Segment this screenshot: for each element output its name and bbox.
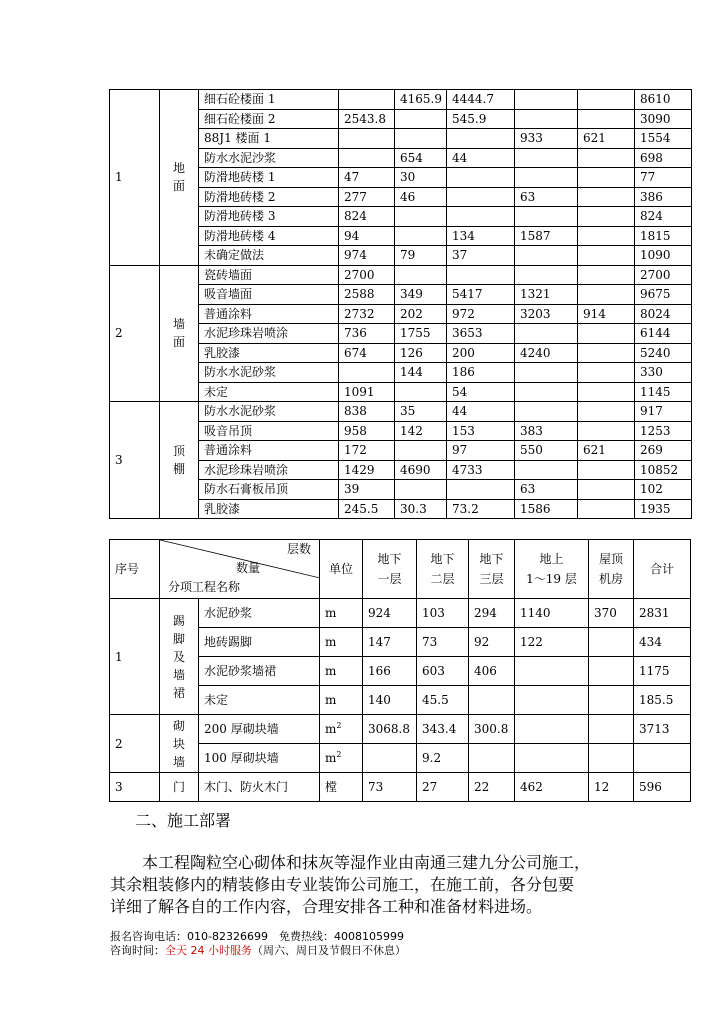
material-quantity-table-2: [109, 539, 691, 802]
quantity-cell: [578, 324, 635, 344]
quantity-cell: 1587: [515, 226, 578, 246]
quantity-cell: 35: [395, 402, 447, 422]
quantity-cell: 917: [635, 402, 692, 422]
quantity-cell: [515, 168, 578, 188]
table2-header-row: [110, 540, 691, 599]
quantity-cell: 1253: [635, 421, 692, 441]
unit-cell: m: [320, 657, 363, 686]
item-name: 普通涂料: [199, 304, 339, 324]
quantity-cell: 79: [395, 246, 447, 266]
quantity-cell: 933: [515, 129, 578, 149]
quantity-cell: 5417: [447, 285, 515, 305]
quantity-cell: 73.2: [447, 499, 515, 519]
item-name: 细石砼楼面 2: [199, 109, 339, 129]
quantity-cell: 2543.8: [339, 109, 395, 129]
material-quantity-table-1: [109, 89, 692, 519]
quantity-cell: 45.5: [417, 686, 469, 715]
quantity-cell: [515, 460, 578, 480]
quantity-cell: 185.5: [634, 686, 691, 715]
group-number: 1: [110, 90, 160, 266]
quantity-cell: [515, 715, 589, 744]
table-row: [110, 773, 691, 802]
group-number: 3: [110, 402, 160, 519]
quantity-cell: 1429: [339, 460, 395, 480]
category-label: 砌块墙: [173, 718, 186, 769]
quantity-cell: [515, 686, 589, 715]
group-number: 3: [110, 773, 160, 802]
unit-superscript: 2: [336, 750, 342, 759]
quantity-cell: 736: [339, 324, 395, 344]
quantity-cell: 47: [339, 168, 395, 188]
quantity-cell: 1815: [635, 226, 692, 246]
quantity-cell: [578, 246, 635, 266]
quantity-cell: 39: [339, 480, 395, 500]
quantity-cell: 73: [363, 773, 417, 802]
quantity-cell: 294: [469, 599, 515, 628]
quantity-cell: 924: [363, 599, 417, 628]
item-name: 防水水泥沙浆: [199, 148, 339, 168]
quantity-cell: 97: [447, 441, 515, 461]
unit-cell: m: [320, 686, 363, 715]
header-b1: 地下 一层: [363, 540, 417, 599]
quantity-cell: 44: [447, 148, 515, 168]
quantity-cell: 186: [447, 363, 515, 383]
quantity-cell: 122: [515, 628, 589, 657]
quantity-cell: 277: [339, 187, 395, 207]
paragraph-line: 本工程陶粒空心砌体和抹灰等湿作业由南通三建九分公司施工，: [142, 853, 591, 872]
quantity-cell: 102: [635, 480, 692, 500]
quantity-cell: [578, 421, 635, 441]
quantity-cell: 92: [469, 628, 515, 657]
quantity-cell: [469, 686, 515, 715]
quantity-cell: [589, 628, 634, 657]
group-category: [160, 773, 199, 802]
quantity-cell: [589, 686, 634, 715]
quantity-cell: 44: [447, 402, 515, 422]
quantity-cell: 596: [634, 773, 691, 802]
quantity-cell: 153: [447, 421, 515, 441]
quantity-cell: 1321: [515, 285, 578, 305]
quantity-cell: [515, 402, 578, 422]
quantity-cell: 172: [339, 441, 395, 461]
quantity-cell: [578, 90, 635, 110]
quantity-cell: 4444.7: [447, 90, 515, 110]
quantity-cell: 94: [339, 226, 395, 246]
quantity-cell: 698: [635, 148, 692, 168]
table-row: [110, 402, 692, 422]
quantity-cell: [578, 480, 635, 500]
quantity-cell: [515, 246, 578, 266]
quantity-cell: 1755: [395, 324, 447, 344]
item-name: 防水水泥砂浆: [199, 402, 339, 422]
quantity-cell: 140: [363, 686, 417, 715]
unit-cell: m: [320, 599, 363, 628]
quantity-cell: [515, 363, 578, 383]
table-row: [110, 715, 691, 744]
quantity-cell: 349: [395, 285, 447, 305]
quantity-cell: 103: [417, 599, 469, 628]
quantity-cell: [578, 187, 635, 207]
quantity-cell: [339, 148, 395, 168]
quantity-cell: 621: [578, 129, 635, 149]
table-row: [110, 265, 692, 285]
quantity-cell: 330: [635, 363, 692, 383]
item-name: 细石砼楼面 1: [199, 90, 339, 110]
quantity-cell: [395, 129, 447, 149]
quantity-cell: [395, 480, 447, 500]
quantity-cell: [447, 480, 515, 500]
footer-contact-phone: 报名咨询电话：010-82326699 免费热线：4008105999: [110, 930, 404, 943]
quantity-cell: [395, 382, 447, 402]
quantity-cell: 27: [417, 773, 469, 802]
quantity-cell: 4690: [395, 460, 447, 480]
quantity-cell: 972: [447, 304, 515, 324]
quantity-cell: [447, 265, 515, 285]
unit-cell: 樘: [320, 773, 363, 802]
group-number: 2: [110, 265, 160, 402]
item-name: 地砖踢脚: [199, 628, 320, 657]
quantity-cell: 63: [515, 480, 578, 500]
quantity-cell: [447, 207, 515, 227]
header-total: 合计: [634, 540, 691, 599]
quantity-cell: [363, 744, 417, 773]
item-name: 未定: [199, 382, 339, 402]
quantity-cell: [395, 441, 447, 461]
quantity-cell: 37: [447, 246, 515, 266]
category-label: 门: [173, 780, 186, 794]
quantity-cell: 914: [578, 304, 635, 324]
quantity-cell: 4240: [515, 343, 578, 363]
quantity-cell: [395, 207, 447, 227]
item-name: 木门、防火木门: [199, 773, 320, 802]
quantity-cell: 3203: [515, 304, 578, 324]
quantity-cell: [395, 265, 447, 285]
item-name: 乳胶漆: [199, 499, 339, 519]
quantity-cell: 824: [635, 207, 692, 227]
quantity-cell: [578, 382, 635, 402]
quantity-cell: [339, 129, 395, 149]
quantity-cell: 54: [447, 382, 515, 402]
quantity-cell: [339, 363, 395, 383]
quantity-cell: 166: [363, 657, 417, 686]
quantity-cell: 1175: [634, 657, 691, 686]
unit-cell: $m^2$: [320, 715, 363, 744]
group-number: 2: [110, 715, 160, 773]
item-name: 防滑地砖楼 2: [199, 187, 339, 207]
quantity-cell: 12: [589, 773, 634, 802]
quantity-cell: 77: [635, 168, 692, 188]
quantity-cell: 126: [395, 343, 447, 363]
quantity-cell: 2588: [339, 285, 395, 305]
quantity-cell: 73: [417, 628, 469, 657]
quantity-cell: 824: [339, 207, 395, 227]
item-name: 水泥砂浆: [199, 599, 320, 628]
quantity-cell: [515, 148, 578, 168]
quantity-cell: 30.3: [395, 499, 447, 519]
quantity-cell: 9675: [635, 285, 692, 305]
paragraph-line: 详细了解各自的工作内容，合理安排各工种和准备材料进场。: [110, 897, 543, 916]
item-name: 普通涂料: [199, 441, 339, 461]
unit-cell: m: [320, 628, 363, 657]
quantity-cell: 3068.8: [363, 715, 417, 744]
item-name: 100 厚砌块墙: [199, 744, 320, 773]
quantity-cell: 1554: [635, 129, 692, 149]
paragraph-line: 其余粗装修内的精装修由专业装饰公司施工，在施工前，各分包要: [110, 875, 575, 894]
quantity-cell: [578, 402, 635, 422]
quantity-cell: 1091: [339, 382, 395, 402]
quantity-cell: 3090: [635, 109, 692, 129]
item-name: 水泥砂浆墙裙: [199, 657, 320, 686]
quantity-cell: 8610: [635, 90, 692, 110]
quantity-cell: 3653: [447, 324, 515, 344]
quantity-cell: 300.8: [469, 715, 515, 744]
unit-cell: $m^2$: [320, 744, 363, 773]
category-label: 踢脚及墙裙: [173, 613, 186, 700]
header-above-ground: 地上 1～19 层: [515, 540, 589, 599]
footer-service-hours: 全天 24 小时服务: [165, 944, 252, 957]
quantity-cell: 2732: [339, 304, 395, 324]
quantity-cell: 406: [469, 657, 515, 686]
quantity-cell: 6144: [635, 324, 692, 344]
quantity-cell: [578, 109, 635, 129]
item-name: 88J1 楼面 1: [199, 129, 339, 149]
quantity-cell: 545.9: [447, 109, 515, 129]
header-roof: 屋顶 机房: [589, 540, 634, 599]
item-name: 水泥珍珠岩喷涂: [199, 460, 339, 480]
quantity-cell: 1935: [635, 499, 692, 519]
quantity-cell: 3713: [634, 715, 691, 744]
quantity-cell: 621: [578, 441, 635, 461]
group-category: [160, 402, 199, 519]
quantity-cell: [515, 324, 578, 344]
quantity-cell: 958: [339, 421, 395, 441]
quantity-cell: 269: [635, 441, 692, 461]
quantity-cell: 46: [395, 187, 447, 207]
quantity-cell: 838: [339, 402, 395, 422]
table-row: [110, 90, 692, 110]
item-name: 吸音吊顶: [199, 421, 339, 441]
quantity-cell: 462: [515, 773, 589, 802]
quantity-cell: [395, 226, 447, 246]
quantity-cell: [578, 226, 635, 246]
quantity-cell: 434: [634, 628, 691, 657]
group-number: 1: [110, 599, 160, 715]
header-b3: 地下 三层: [469, 540, 515, 599]
construction-deployment-paragraph: [110, 852, 650, 918]
quantity-cell: [578, 363, 635, 383]
quantity-cell: 1090: [635, 246, 692, 266]
category-label: 地面: [173, 161, 186, 194]
quantity-cell: [515, 90, 578, 110]
section-title: 二、施工部署: [135, 811, 232, 830]
quantity-cell: [515, 265, 578, 285]
item-name: 瓷砖墙面: [199, 265, 339, 285]
quantity-cell: [395, 109, 447, 129]
quantity-cell: [589, 657, 634, 686]
quantity-cell: 1140: [515, 599, 589, 628]
table-row: [110, 599, 691, 628]
diagonal-header-cell: [160, 540, 320, 599]
item-name: 防水石膏板吊顶: [199, 480, 339, 500]
quantity-cell: [339, 90, 395, 110]
header-item-name: 分项工程名称: [168, 580, 241, 594]
quantity-cell: [578, 285, 635, 305]
item-name: 水泥珍珠岩喷涂: [199, 324, 339, 344]
quantity-cell: 974: [339, 246, 395, 266]
item-name: 未定: [199, 686, 320, 715]
quantity-cell: [578, 460, 635, 480]
item-name: 防滑地砖楼 3: [199, 207, 339, 227]
quantity-cell: 5240: [635, 343, 692, 363]
group-category: [160, 599, 199, 715]
quantity-cell: 2831: [634, 599, 691, 628]
group-category: [160, 265, 199, 402]
quantity-cell: 603: [417, 657, 469, 686]
quantity-cell: 134: [447, 226, 515, 246]
quantity-cell: 674: [339, 343, 395, 363]
item-name: 防滑地砖楼 1: [199, 168, 339, 188]
quantity-cell: 142: [395, 421, 447, 441]
quantity-cell: 10852: [635, 460, 692, 480]
quantity-cell: 4165.9: [395, 90, 447, 110]
quantity-cell: 1586: [515, 499, 578, 519]
quantity-cell: 200: [447, 343, 515, 363]
quantity-cell: 63: [515, 187, 578, 207]
item-name: 吸音墙面: [199, 285, 339, 305]
quantity-cell: [469, 744, 515, 773]
header-unit: 单位: [320, 540, 363, 599]
header-layers: 层数: [286, 542, 311, 556]
quantity-cell: [515, 744, 589, 773]
item-name: 200 厚砌块墙: [199, 715, 320, 744]
quantity-cell: [578, 168, 635, 188]
item-name: 乳胶漆: [199, 343, 339, 363]
header-quantity: 数量: [236, 561, 261, 575]
quantity-cell: [515, 109, 578, 129]
quantity-cell: 4733: [447, 460, 515, 480]
quantity-cell: 202: [395, 304, 447, 324]
quantity-cell: [578, 148, 635, 168]
category-label: 墙面: [173, 317, 186, 350]
quantity-cell: [589, 744, 634, 773]
quantity-cell: 383: [515, 421, 578, 441]
quantity-cell: 245.5: [339, 499, 395, 519]
quantity-cell: [578, 499, 635, 519]
quantity-cell: [515, 382, 578, 402]
quantity-cell: [515, 657, 589, 686]
quantity-cell: [578, 207, 635, 227]
item-name: 防水水泥砂浆: [199, 363, 339, 383]
quantity-cell: 22: [469, 773, 515, 802]
quantity-cell: [578, 265, 635, 285]
quantity-cell: 654: [395, 148, 447, 168]
quantity-cell: 550: [515, 441, 578, 461]
group-category: [160, 715, 199, 773]
quantity-cell: [447, 187, 515, 207]
quantity-cell: 9.2: [417, 744, 469, 773]
quantity-cell: 386: [635, 187, 692, 207]
quantity-cell: 2700: [635, 265, 692, 285]
item-name: 防滑地砖楼 4: [199, 226, 339, 246]
header-no: 序号: [110, 540, 160, 599]
quantity-cell: [634, 744, 691, 773]
quantity-cell: 370: [589, 599, 634, 628]
unit-superscript: 2: [336, 721, 342, 730]
quantity-cell: 343.4: [417, 715, 469, 744]
group-category: [160, 90, 199, 266]
quantity-cell: [447, 168, 515, 188]
quantity-cell: 8024: [635, 304, 692, 324]
quantity-cell: 147: [363, 628, 417, 657]
quantity-cell: [578, 343, 635, 363]
footer-consult-time: 咨询时间：全天 24 小时服务（周六、周日及节假日不休息）: [110, 944, 406, 957]
header-b2: 地下 二层: [417, 540, 469, 599]
quantity-cell: 144: [395, 363, 447, 383]
quantity-cell: [589, 715, 634, 744]
item-name: 未确定做法: [199, 246, 339, 266]
quantity-cell: 2700: [339, 265, 395, 285]
quantity-cell: 30: [395, 168, 447, 188]
quantity-cell: 1145: [635, 382, 692, 402]
quantity-cell: [515, 207, 578, 227]
category-label: 顶棚: [173, 444, 186, 476]
quantity-cell: [447, 129, 515, 149]
